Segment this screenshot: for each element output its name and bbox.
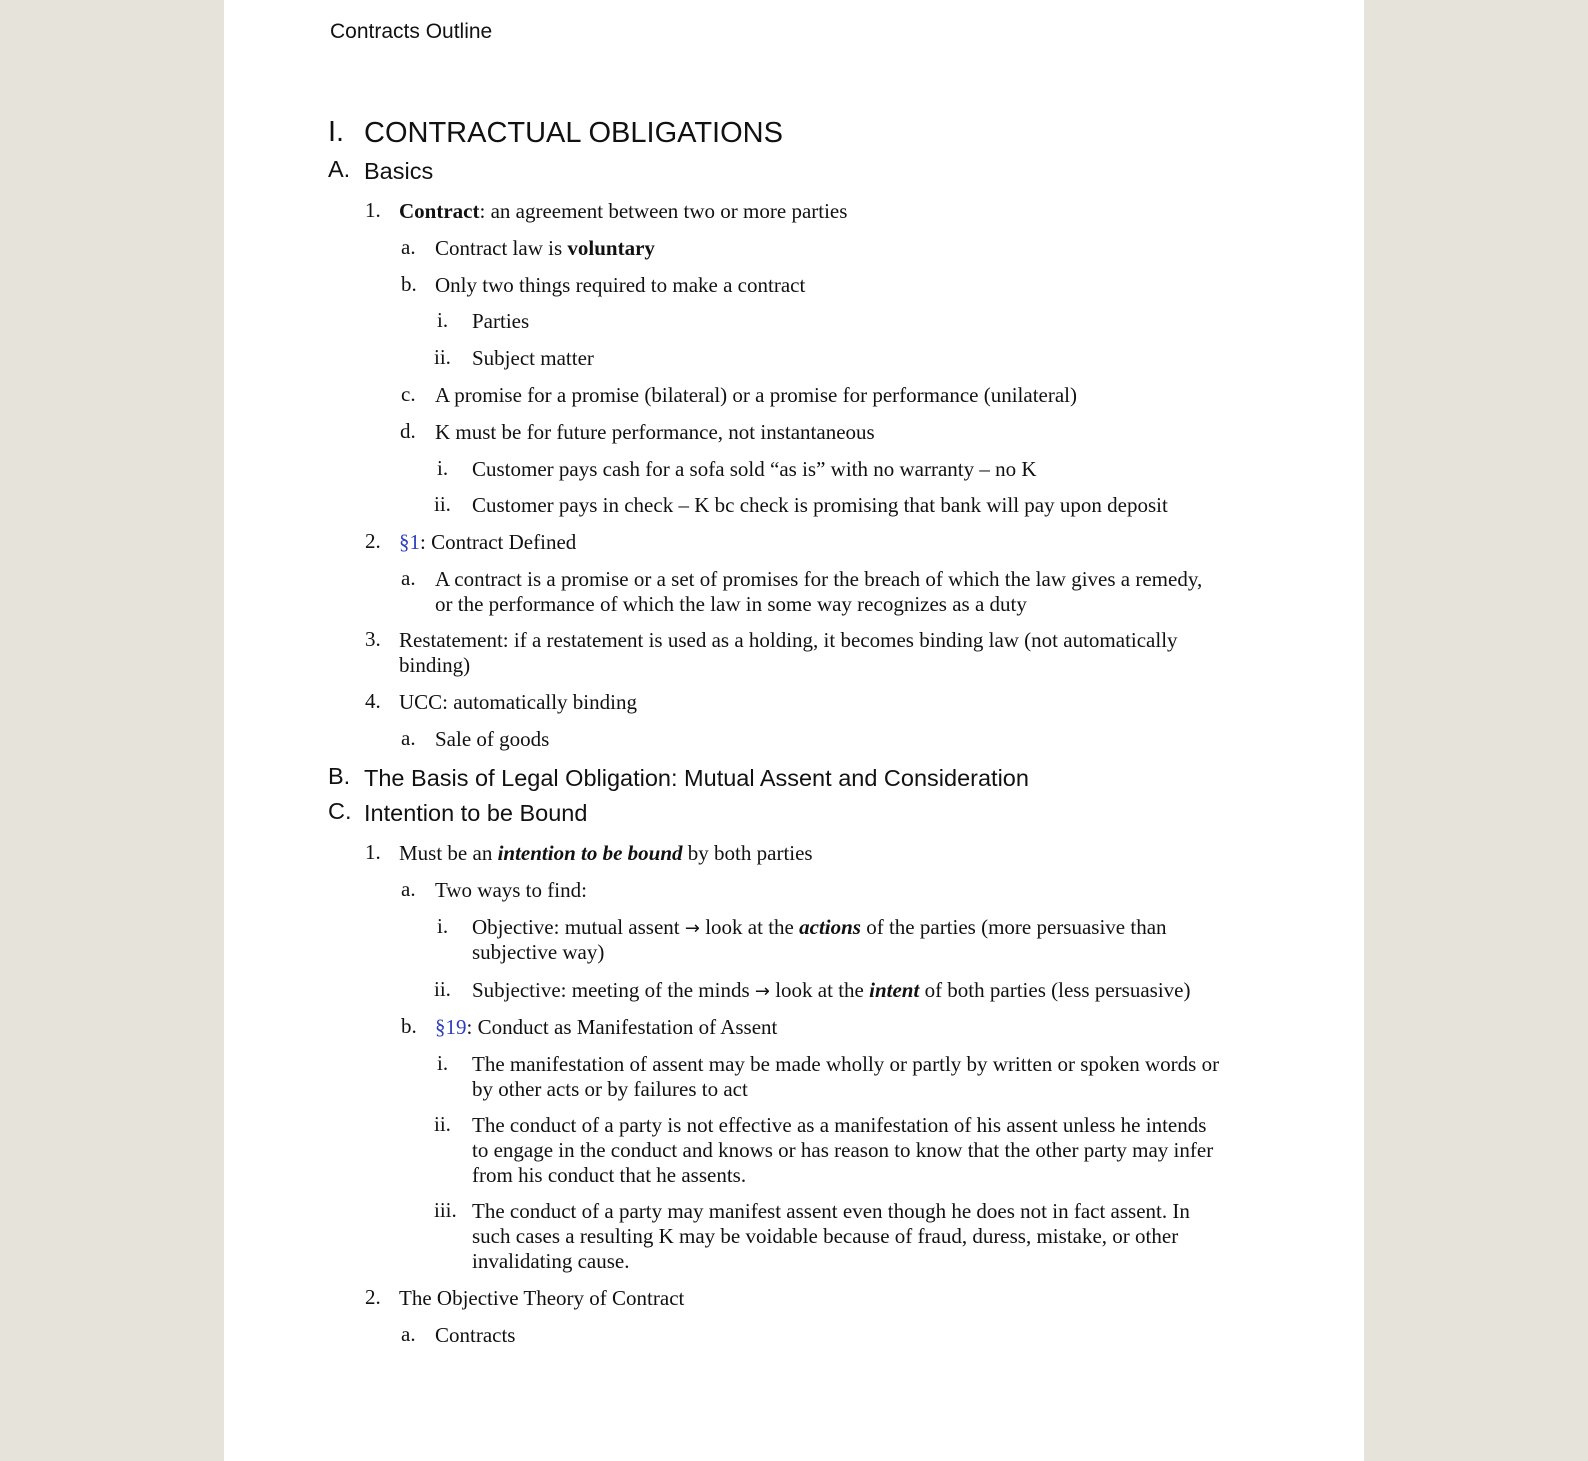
item-text-pre: Contract law is [435,236,568,260]
item-number: ii. [434,1112,451,1136]
item-text-pre: Objective: mutual assent [472,915,685,939]
heading-number: C. [328,798,352,824]
item-text-line: Restatement: if a restatement is used as a holding, it becomes binding law (not automatically [399,628,1178,652]
item-number: 1. [365,840,381,864]
item-text-rest: : Contract Defined [420,530,577,554]
item-number: a. [401,1322,416,1346]
item-text: UCC: automatically binding [399,690,637,714]
right-arrow-icon: → [684,918,700,939]
heading-title: Intention to be Bound [364,800,588,826]
item-number: c. [401,382,416,406]
item-text-mid: look at the [769,978,870,1002]
item-text-pre: Must be an [399,841,498,865]
item-number: b. [401,272,417,296]
item-text: Parties [472,309,530,333]
item-text-line: The conduct of a party may manifest assent even though he does not in fact assent. In [472,1199,1190,1223]
item-text-rest: : an agreement between two or more parties [479,199,848,223]
item-text: Sale of goods [435,727,550,751]
item-text: The Objective Theory of Contract [399,1286,685,1310]
item-number: i. [437,1051,449,1075]
item-text-line: or the performance of which the law in some way recognizes as a duty [435,592,1027,616]
item-number: ii. [434,345,451,369]
item-number: b. [401,1014,417,1038]
item-number: 4. [365,689,381,713]
item-number: a. [401,877,416,901]
item-number: ii. [434,977,451,1001]
item-text [435,235,655,261]
item-text [435,1014,777,1040]
item-number: 2. [365,529,381,553]
item-number: 3. [365,627,381,651]
section-link[interactable]: §19 [435,1015,467,1039]
section-link[interactable]: §1 [399,530,420,554]
item-text [399,529,576,555]
section-number: I. [328,116,345,148]
item-text-line: The conduct of a party is not effective as a manifestation of his assent unless he intends [472,1113,1207,1137]
item-text-line [472,914,1167,942]
item-text-pre: Subjective: meeting of the minds [472,978,755,1002]
item-text-line: to engage in the conduct and knows or has reason to know that the other party may infer [472,1138,1214,1162]
item-number: d. [400,419,416,443]
item-text-post: of the parties (more persuasive than [860,915,1167,939]
item-number: i. [437,456,449,480]
item-text-line: subjective way) [472,940,605,964]
item-text: Customer pays in check – K bc check is promising that bank will pay upon deposit [472,493,1168,517]
item-number: i. [437,914,449,938]
item-text-line: from his conduct that he assents. [472,1163,747,1187]
item-text-line: invalidating cause. [472,1249,630,1273]
item-text: Customer pays cash for a sofa sold “as is” with no warranty – no K [472,457,1037,481]
document-page [224,0,1364,1461]
item-text-line: such cases a resulting K may be voidable because of fraud, duress, mistake, or other [472,1224,1179,1248]
bold-term: voluntary [567,236,655,260]
item-number: a. [401,726,416,750]
item-text-post: of both parties (less persuasive) [919,978,1191,1002]
item-text-line: A contract is a promise or a set of promises for the breach of which the law gives a remedy, [435,567,1203,591]
emphasis-term: intent [869,978,920,1002]
item-text-rest: : Conduct as Manifestation of Assent [466,1015,778,1039]
section-title: CONTRACTUAL OBLIGATIONS [364,117,783,149]
heading-number: A. [328,156,351,182]
item-text-line: by other acts or by failures to act [472,1077,748,1101]
item-text-post: by both parties [682,841,813,865]
item-text [399,840,813,866]
document-header: Contracts Outline [330,20,493,43]
item-text: Only two things required to make a contract [435,273,806,297]
item-number: iii. [434,1198,457,1222]
right-arrow-icon: → [754,981,770,1002]
item-text: Contracts [435,1323,516,1347]
item-text: Two ways to find: [435,878,587,902]
item-number: i. [437,308,449,332]
item-number: 2. [365,1285,381,1309]
item-text: Subject matter [472,346,594,370]
item-text [472,977,1191,1005]
item-number: a. [401,235,416,259]
heading-number: B. [328,763,351,789]
defined-term: Contract [399,199,480,223]
item-text-line: binding) [399,653,471,677]
item-text [399,198,847,224]
heading-title: The Basis of Legal Obligation: Mutual Assent and Consideration [364,765,1029,791]
item-text: A promise for a promise (bilateral) or a promise for performance (unilateral) [435,383,1077,407]
item-text-mid: look at the [699,915,800,939]
item-number: 1. [365,198,381,222]
item-number: ii. [434,492,451,516]
item-text: K must be for future performance, not instantaneous [435,420,875,444]
heading-title: Basics [364,158,434,184]
item-number: a. [401,566,416,590]
emphasis-term: actions [799,915,861,939]
emphasis-term: intention to be bound [497,841,683,865]
item-text-line: The manifestation of assent may be made wholly or partly by written or spoken words or [472,1052,1220,1076]
